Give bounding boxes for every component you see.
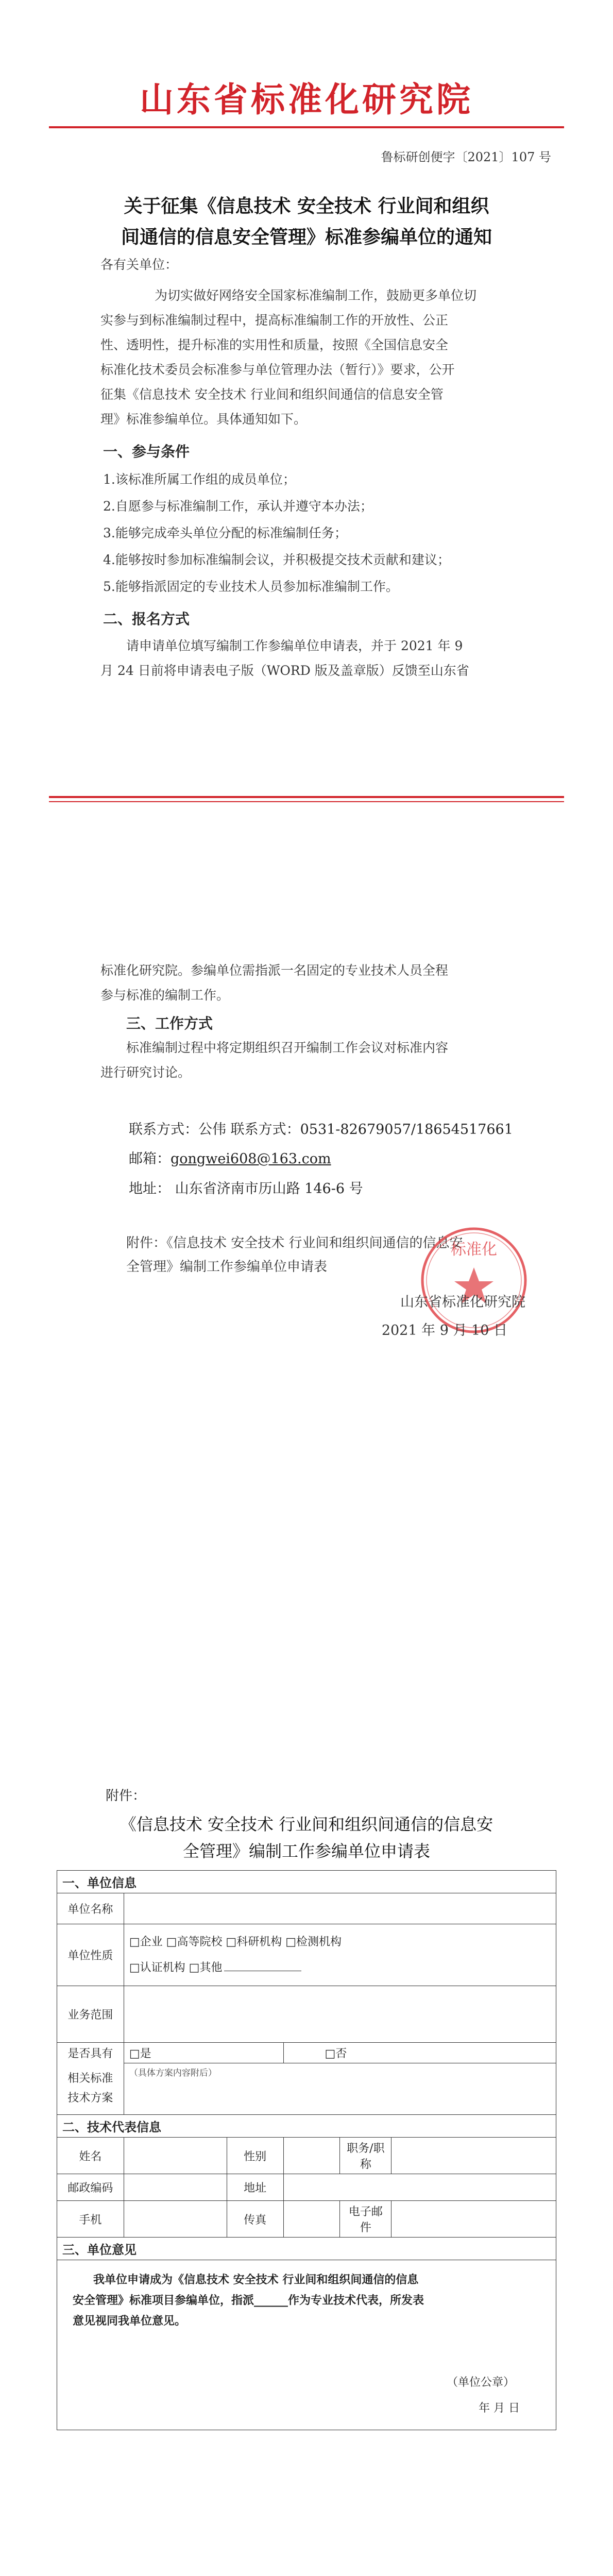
field-address[interactable] — [283, 2174, 556, 2201]
option-yes[interactable]: □是 — [124, 2043, 283, 2063]
form-section-rep: 二、技术代表信息 — [57, 2115, 556, 2138]
email-line: 邮箱：gongwei608@163.com — [129, 1151, 331, 1167]
label-unit-type: 单位性质 — [57, 1924, 124, 1986]
field-email[interactable] — [391, 2201, 556, 2238]
field-business-scope[interactable] — [124, 1986, 556, 2043]
field-unit-name[interactable] — [124, 1893, 556, 1924]
attachment-note: 附件：《信息技术 安全技术 行业间和组织间通信的信息安 全管理》编制工作参编单位申请表 — [126, 1235, 463, 1275]
label-related-tech: 相关标准 技术方案 — [57, 2063, 124, 2115]
email-link[interactable]: gongwei608@163.com — [171, 1151, 331, 1167]
salutation: 各有关单位： — [100, 257, 178, 272]
unit-type-options-row2[interactable]: □认证机构 □其他 — [129, 1955, 551, 1981]
field-postcode[interactable] — [124, 2174, 227, 2201]
condition-item: 5.能够指派固定的专业技术人员参加标准编制工作。 — [103, 579, 399, 594]
unit-type-options-row1[interactable]: □企业 □高等院校 □科研机构 □检测机构 — [129, 1935, 342, 1948]
field-fax[interactable] — [283, 2201, 340, 2238]
label-business-scope: 业务范围 — [57, 1986, 124, 2043]
intro-paragraph: 为切实做好网络安全国家标准编制工作，鼓励更多单位切 实参与到标准编制过程中，提高标准编制工作的开放性、公正 性、透明性，提升标准的实用性和质量，按照《全国信息安全 标准化技术委员会标准参与单位管理办法（暂行）》要求，公开 征集《信息技术 安全技术 行业间和组织间通信的信息安全管 理》标准参编单位。具体通知如下。 — [100, 288, 477, 427]
label-name: 姓名 — [57, 2138, 124, 2174]
section-heading-2: 二、报名方式 — [103, 611, 190, 628]
apply-continued: 标准化研究院。参编单位需指派一名固定的专业技术人员全程 参与标准的编制工作。 — [100, 963, 449, 1003]
signature-org: 山东省标准化研究院 — [400, 1294, 525, 1310]
contact-line: 联系方式：公伟 联系方式：0531-82679057/18654517661 — [129, 1122, 513, 1138]
label-email: 电子邮件 — [340, 2201, 391, 2238]
label-has: 是否具有 — [57, 2043, 124, 2063]
field-name[interactable] — [124, 2138, 227, 2174]
label-mobile: 手机 — [57, 2201, 124, 2238]
attachment-title: 《信息技术 安全技术 行业间和组织间通信的信息安 全管理》编制工作参编单位申请表 — [120, 1815, 493, 1861]
field-tech-plan[interactable] — [124, 2063, 556, 2115]
apply-paragraph: 请申请单位填写编制工作参编单位申请表，并于 2021 年 9 月 24 日前将申请表电子版（WORD 版及盖章版）反馈至山东省 — [100, 638, 469, 678]
page-2 — [0, 863, 613, 1726]
red-divider-top — [49, 126, 564, 128]
condition-item: 2.自愿参与标准编制工作，承认并遵守本办法； — [103, 499, 373, 514]
field-gender[interactable] — [283, 2138, 340, 2174]
label-address: 地址 — [227, 2174, 283, 2201]
label-unit-name: 单位名称 — [57, 1893, 124, 1924]
work-paragraph: 标准编制过程中将定期组织召开编制工作会议对标准内容 进行研究讨论。 — [100, 1040, 449, 1080]
attachment-label: 附件： — [106, 1788, 146, 1804]
label-fax: 传真 — [227, 2201, 283, 2238]
page-1 — [0, 0, 613, 863]
option-no[interactable]: □否 — [283, 2043, 556, 2063]
red-divider-bottom-thin — [49, 801, 564, 802]
red-divider-bottom — [49, 796, 564, 798]
field-unit-type[interactable] — [124, 1924, 556, 1986]
signature-date: 2021 年 9 月 10 日 — [381, 1323, 507, 1338]
condition-item: 3.能够完成牵头单位分配的标准编制任务； — [103, 526, 347, 540]
address-line: 地址： 山东省济南市历山路 146-6 号 — [129, 1181, 363, 1197]
tech-plan-note: （具体方案内容附后） — [129, 2068, 217, 2078]
condition-item: 4.能够按时参加标准编制会议，并积极提交技术贡献和建议； — [103, 552, 450, 567]
application-form — [57, 1870, 556, 2430]
date-placeholder: 年 月 日 — [479, 2402, 520, 2415]
doc-number: 鲁标研创便字〔2021〕107 号 — [381, 150, 551, 164]
condition-item: 1.该标准所属工作组的成员单位； — [103, 472, 296, 487]
field-title[interactable] — [391, 2138, 556, 2174]
label-postcode: 邮政编码 — [57, 2174, 124, 2201]
field-mobile[interactable] — [124, 2201, 227, 2238]
notice-title: 关于征集《信息技术 安全技术 行业间和组织 间通信的信息安全管理》标准参编单位的通知 — [121, 195, 492, 248]
form-section-unit: 一、单位信息 — [57, 1871, 556, 1893]
form-section-opinion: 三、单位意见 — [57, 2238, 556, 2260]
section-heading-3: 三、工作方式 — [126, 1015, 213, 1032]
svg-text:标准化: 标准化 — [451, 1241, 497, 1259]
org-name: 山东省标准化研究院 — [140, 79, 473, 120]
label-gender: 性别 — [227, 2138, 283, 2174]
conditions-list — [103, 466, 546, 600]
field-opinion[interactable]: 我单位申请成为《信息技术 安全技术 行业间和组织间通信的信息 安全管理》标准项目参编单位，指派______作为专业技术代表，所发表 意见视同我单位意见。 （单位公章） 年 月 日 — [57, 2260, 556, 2430]
label-title: 职务/职称 — [340, 2138, 391, 2174]
stamp-label: （单位公章） — [446, 2376, 515, 2389]
section-heading-1: 一、参与条件 — [103, 443, 190, 460]
